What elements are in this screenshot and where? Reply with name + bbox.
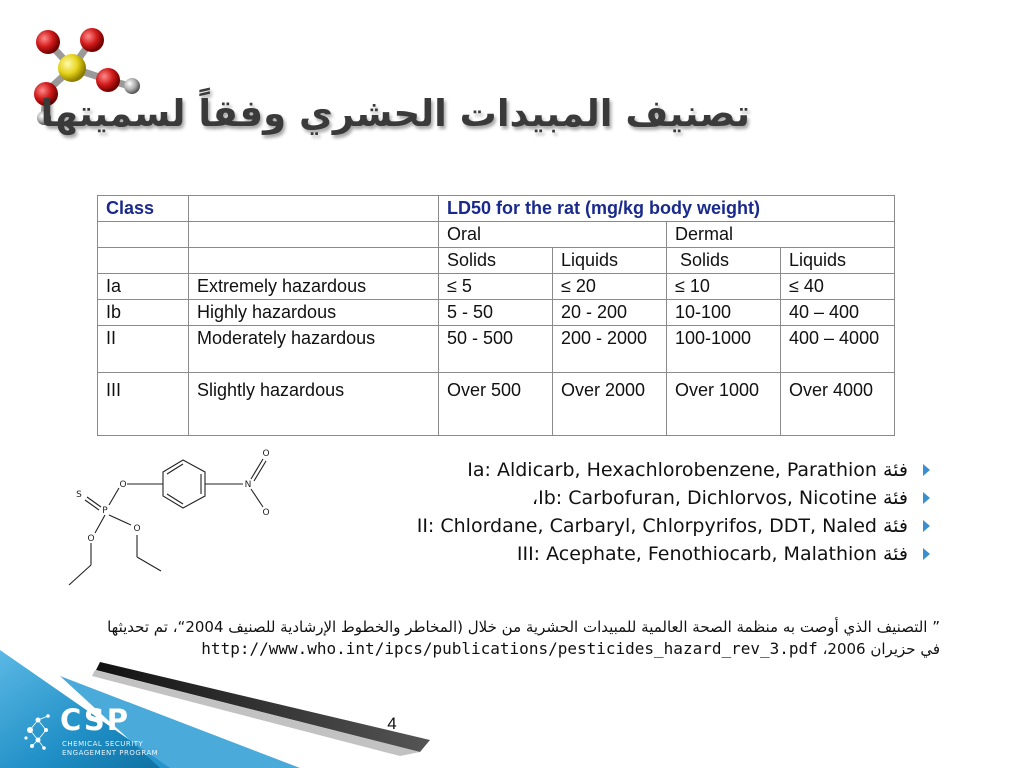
cell-oral-liquids: ≤ 20 bbox=[553, 274, 667, 300]
chemical-structure-icon bbox=[55, 445, 285, 600]
cell-class: II bbox=[98, 326, 189, 373]
footnote-line: ” التصنيف الذي أوصت به منظمة الصحة العالمية للمبيدات الحشرية من خلال (المخاطر والخطوط الإرشادية للصنيف 2004“، تم تحديثها bbox=[107, 618, 940, 636]
cell-dermal-liquids: 400 – 4000 bbox=[781, 326, 895, 373]
cell-dermal-solids: ≤ 10 bbox=[667, 274, 781, 300]
table-row bbox=[98, 373, 895, 436]
page-title: تصنيف المبيدات الحشري وفقاً لسميتها bbox=[40, 92, 750, 135]
cell-oral-liquids: 200 - 2000 bbox=[553, 326, 667, 373]
header-empty bbox=[189, 196, 439, 222]
atom-label-n: N bbox=[244, 480, 252, 490]
header-dermal: Dermal bbox=[667, 222, 895, 248]
bullet-arrow-icon bbox=[923, 520, 930, 532]
cell-desc: Moderately hazardous bbox=[189, 326, 439, 373]
bullet-arrow-icon bbox=[923, 492, 930, 504]
header-class: Class bbox=[98, 196, 189, 222]
header-ld50: LD50 for the rat (mg/kg body weight) bbox=[439, 196, 895, 222]
list-item bbox=[330, 540, 930, 568]
list-item bbox=[330, 456, 930, 484]
csp-logo-subtitle: ENGAGEMENT PROGRAM bbox=[62, 749, 159, 757]
atom-label-o-top: O bbox=[262, 449, 270, 459]
table-row bbox=[98, 326, 895, 373]
cell-dermal-solids: Over 1000 bbox=[667, 373, 781, 436]
cell-oral-liquids: Over 2000 bbox=[553, 373, 667, 436]
cell-desc: Slightly hazardous bbox=[189, 373, 439, 436]
cell-oral-liquids: 20 - 200 bbox=[553, 300, 667, 326]
footnote bbox=[60, 616, 940, 660]
header-empty bbox=[189, 248, 439, 274]
header-oral: Oral bbox=[439, 222, 667, 248]
class-list bbox=[330, 456, 930, 568]
list-item bbox=[330, 512, 930, 540]
list-item-text: فئة Ia: Aldicarb, Hexachlorobenzene, Parathion bbox=[467, 459, 908, 481]
csp-logo-text: CSP bbox=[60, 703, 130, 737]
footnote-date: في حزيران 2006، bbox=[817, 640, 940, 658]
atom-label-s: S bbox=[76, 490, 82, 500]
bullet-arrow-icon bbox=[923, 464, 930, 476]
list-item-text: فئة Ib: Carbofuran, Dichlorvos, Nicotine، bbox=[532, 487, 908, 509]
cell-dermal-solids: 10-100 bbox=[667, 300, 781, 326]
cell-dermal-solids: 100-1000 bbox=[667, 326, 781, 373]
list-item bbox=[330, 484, 930, 512]
cell-class: III bbox=[98, 373, 189, 436]
atom-label-o-bottom: O bbox=[262, 508, 270, 518]
cell-desc: Extremely hazardous bbox=[189, 274, 439, 300]
header-empty bbox=[189, 222, 439, 248]
source-link[interactable]: http://www.who.int/ipcs/publications/pesticides_hazard_rev_3.pdf bbox=[201, 639, 818, 658]
atom-label-p: P bbox=[102, 506, 108, 516]
header-oral-solids: Solids bbox=[439, 248, 553, 274]
list-item-text: فئة III: Acephate, Fenothiocarb, Malathion bbox=[516, 543, 908, 565]
cell-class: Ia bbox=[98, 274, 189, 300]
table-header-row bbox=[98, 222, 895, 248]
cell-dermal-liquids: ≤ 40 bbox=[781, 274, 895, 300]
table-row bbox=[98, 274, 895, 300]
header-empty bbox=[98, 222, 189, 248]
cell-oral-solids: ≤ 5 bbox=[439, 274, 553, 300]
cell-desc: Highly hazardous bbox=[189, 300, 439, 326]
bullet-arrow-icon bbox=[923, 548, 930, 560]
table-header-row bbox=[98, 196, 895, 222]
cell-oral-solids: 50 - 500 bbox=[439, 326, 553, 373]
cell-dermal-liquids: Over 4000 bbox=[781, 373, 895, 436]
page-number: 4 bbox=[387, 714, 397, 733]
table-row bbox=[98, 300, 895, 326]
csp-logo-subtitle: CHEMICAL SECURITY bbox=[62, 740, 144, 748]
cell-dermal-liquids: 40 – 400 bbox=[781, 300, 895, 326]
toxicity-table bbox=[97, 195, 895, 436]
atom-label-o: O bbox=[119, 480, 127, 490]
footnote-line bbox=[60, 638, 940, 660]
cell-oral-solids: 5 - 50 bbox=[439, 300, 553, 326]
header-dermal-liquids: Liquids bbox=[781, 248, 895, 274]
cell-class: Ib bbox=[98, 300, 189, 326]
table-header-row bbox=[98, 248, 895, 274]
header-empty bbox=[98, 248, 189, 274]
header-dermal-solids: Solids bbox=[667, 248, 781, 274]
header-oral-liquids: Liquids bbox=[553, 248, 667, 274]
cell-oral-solids: Over 500 bbox=[439, 373, 553, 436]
atom-label-o-left: O bbox=[87, 534, 95, 544]
list-item-text: فئة II: Chlordane, Carbaryl, Chlorpyrifos, DDT, Naled bbox=[416, 515, 908, 537]
atom-label-o-right: O bbox=[133, 524, 141, 534]
